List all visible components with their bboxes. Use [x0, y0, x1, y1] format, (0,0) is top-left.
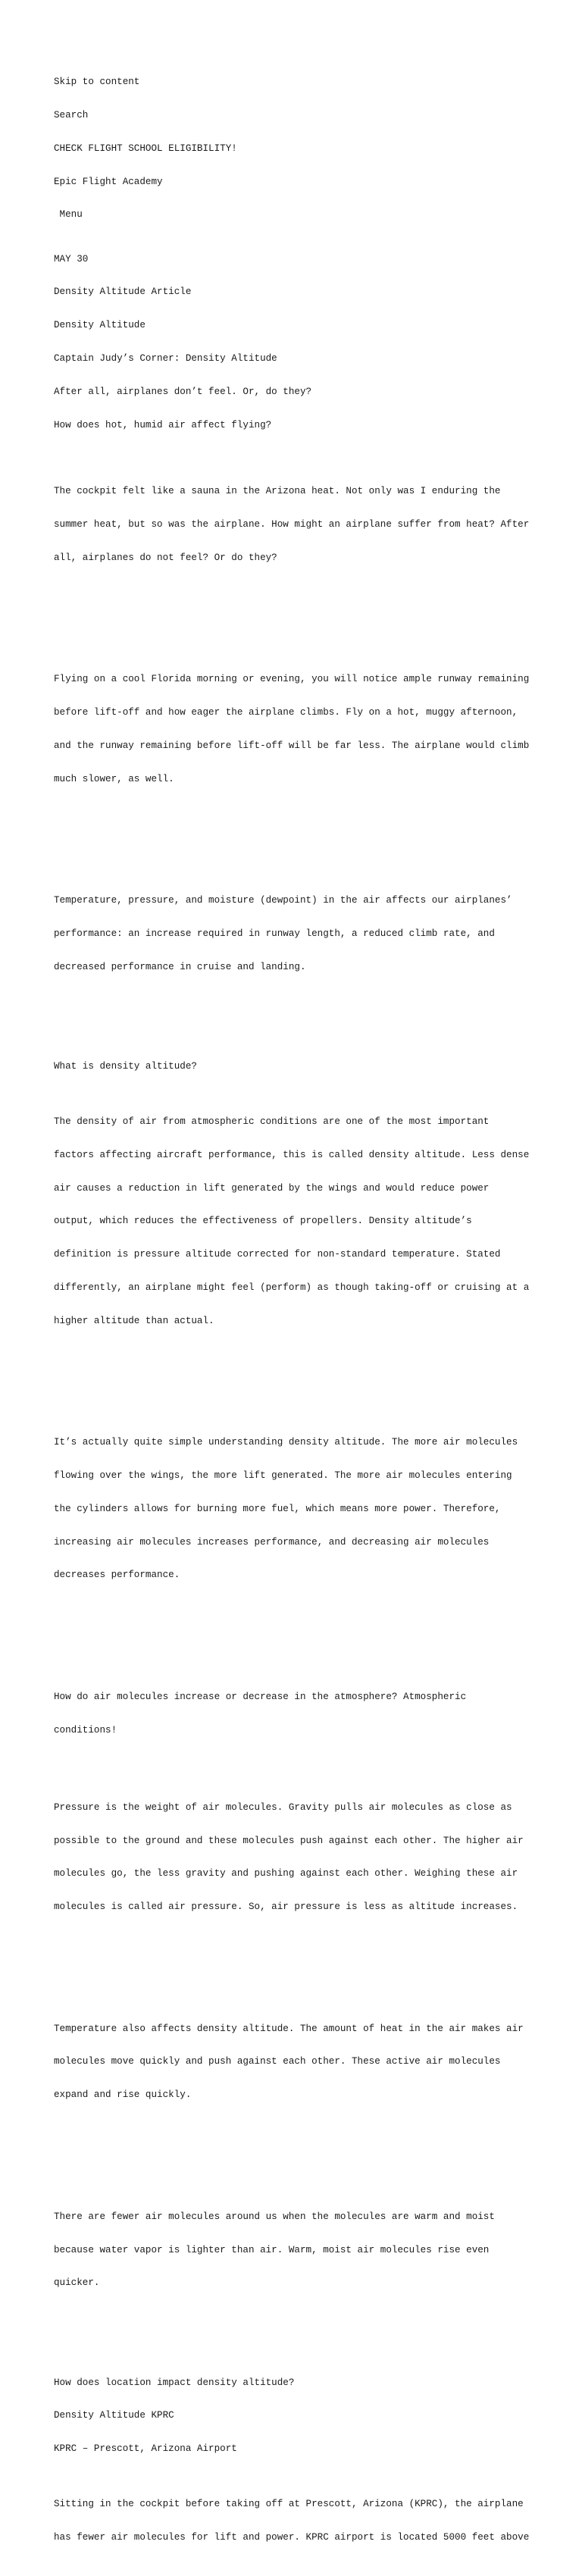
text-line: summer heat, but so was the airplane. How might an airplane suffer from heat? After [54, 518, 530, 530]
paragraph-gap [54, 1625, 539, 1636]
eligibility-cta-link[interactable]: CHECK FLIGHT SCHOOL ELIGIBILITY! [54, 142, 237, 154]
text-line: flowing over the wings, the more lift generated. The more air molecules entering [54, 1470, 512, 1481]
text-line: The cockpit felt like a sauna in the Arizona heat. Not only was I enduring the [54, 486, 501, 497]
text-line: Flying on a cool Florida morning or evening, you will notice ample runway remaining [54, 674, 530, 685]
paragraph-gap [54, 2145, 539, 2156]
text-line: because water vapor is lighter than air. Warm, moist air molecules rise even [54, 2244, 490, 2255]
text-line: molecules go, the less gravity and pushing against each other. Weighing these air [54, 1868, 518, 1880]
paragraph [54, 2189, 539, 2312]
text-line: conditions! [54, 1724, 117, 1736]
text-line: increasing air molecules increases performance, and decreasing air molecules [54, 1536, 490, 1548]
text-line: Temperature also affects density altitude. The amount of heat in the air makes air [54, 2023, 524, 2034]
text-line: and the runway remaining before lift-off will be far less. The airplane would climb [54, 740, 530, 751]
paragraph [54, 1094, 539, 1349]
post-category-link[interactable]: Density Altitude Article [54, 286, 192, 298]
paragraph-gap [54, 608, 539, 619]
text-line: molecules is called air pressure. So, air pressure is less as altitude increases. [54, 1901, 518, 1913]
section-heading: How does hot, humid air affect flying? [54, 419, 272, 430]
text-line: higher altitude than actual. [54, 1315, 214, 1326]
text-line: Sitting in the cockpit before taking off at Prescott, Arizona (KPRC), the airplane [54, 2499, 524, 2510]
text-line: decreased performance in cruise and landing. [54, 961, 306, 972]
skip-to-content-link[interactable]: Skip to content [54, 77, 140, 88]
text-line: output, which reduces the effectiveness of propellers. Density altitude’s [54, 1216, 472, 1227]
post-date: MAY 30 [54, 253, 89, 264]
paragraph-gap [54, 1957, 539, 1968]
paragraph [54, 1415, 539, 1603]
post-tag-link[interactable]: Density Altitude [54, 320, 146, 331]
paragraph [54, 2477, 539, 2565]
page-title: Captain Judy’s Corner: Density Altitude [54, 353, 277, 365]
text-line: The density of air from atmospheric conditions are one of the most important [54, 1116, 490, 1127]
text-line: air causes a reduction in lift generated by the wings and would reduce power [54, 1182, 490, 1194]
text-line: Pressure is the weight of air molecules. Gravity pulls air molecules as close as [54, 1801, 512, 1813]
paragraph-gap [54, 1371, 539, 1382]
paragraph-gap [54, 829, 539, 840]
paragraph-gap [54, 2333, 539, 2344]
paragraph [54, 873, 539, 995]
text-line: molecules move quickly and push against each other. These active air molecules [54, 2056, 501, 2067]
section-heading: What is density altitude? [54, 1061, 197, 1072]
text-line: expand and rise quickly. [54, 2089, 192, 2101]
text-line: differently, an airplane might feel (perform) as though taking-off or cruising at a [54, 1282, 530, 1293]
image-caption: Density Altitude KPRC [54, 2410, 174, 2421]
text-line: How do air molecules increase or decrease in the atmosphere? Atmospheric [54, 1691, 467, 1702]
text-line: factors affecting aircraft performance, this is called density altitude. Less dense [54, 1149, 530, 1160]
paragraph [54, 1780, 539, 1935]
paragraph [54, 2002, 539, 2124]
text-line: the cylinders allows for burning more fuel, which means more power. Therefore, [54, 1503, 501, 1514]
text-line: all, airplanes do not feel? Or do they? [54, 552, 277, 563]
text-line: definition is pressure altitude corrected for non-standard temperature. Stated [54, 1249, 501, 1260]
text-line: possible to the ground and these molecules push against each other. The higher air [54, 1835, 524, 1846]
search-link[interactable]: Search [54, 109, 89, 121]
text-line: before lift-off and how eager the airplane climbs. Fly on a hot, muggy afternoon, [54, 707, 518, 718]
post-subtitle: After all, airplanes don’t feel. Or, do they? [54, 386, 312, 397]
text-line: much slower, as well. [54, 773, 174, 784]
text-line: performance: an increase required in runway length, a reduced climb rate, and [54, 928, 495, 939]
paragraph-gap [54, 1017, 539, 1028]
menu-button[interactable]: Menu [54, 209, 83, 221]
site-name-link[interactable]: Epic Flight Academy [54, 176, 163, 187]
article-page [54, 55, 539, 2576]
text-line: quicker. [54, 2277, 100, 2289]
text-line: decreases performance. [54, 1570, 180, 1581]
section-heading: How does location impact density altitude? [54, 2377, 295, 2388]
text-line: It’s actually quite simple understanding density altitude. The more air molecules [54, 1437, 518, 1448]
text-line: There are fewer air molecules around us when the molecules are warm and moist [54, 2211, 495, 2222]
text-line: Temperature, pressure, and moisture (dewpoint) in the air affects our airplanes’ [54, 895, 512, 906]
paragraph [54, 464, 539, 586]
section-heading: KPRC – Prescott, Arizona Airport [54, 2443, 237, 2455]
text-line: has fewer air molecules for lift and power. KPRC airport is located 5000 feet above [54, 2532, 530, 2543]
paragraph [54, 652, 539, 806]
section-heading [54, 1670, 539, 1758]
